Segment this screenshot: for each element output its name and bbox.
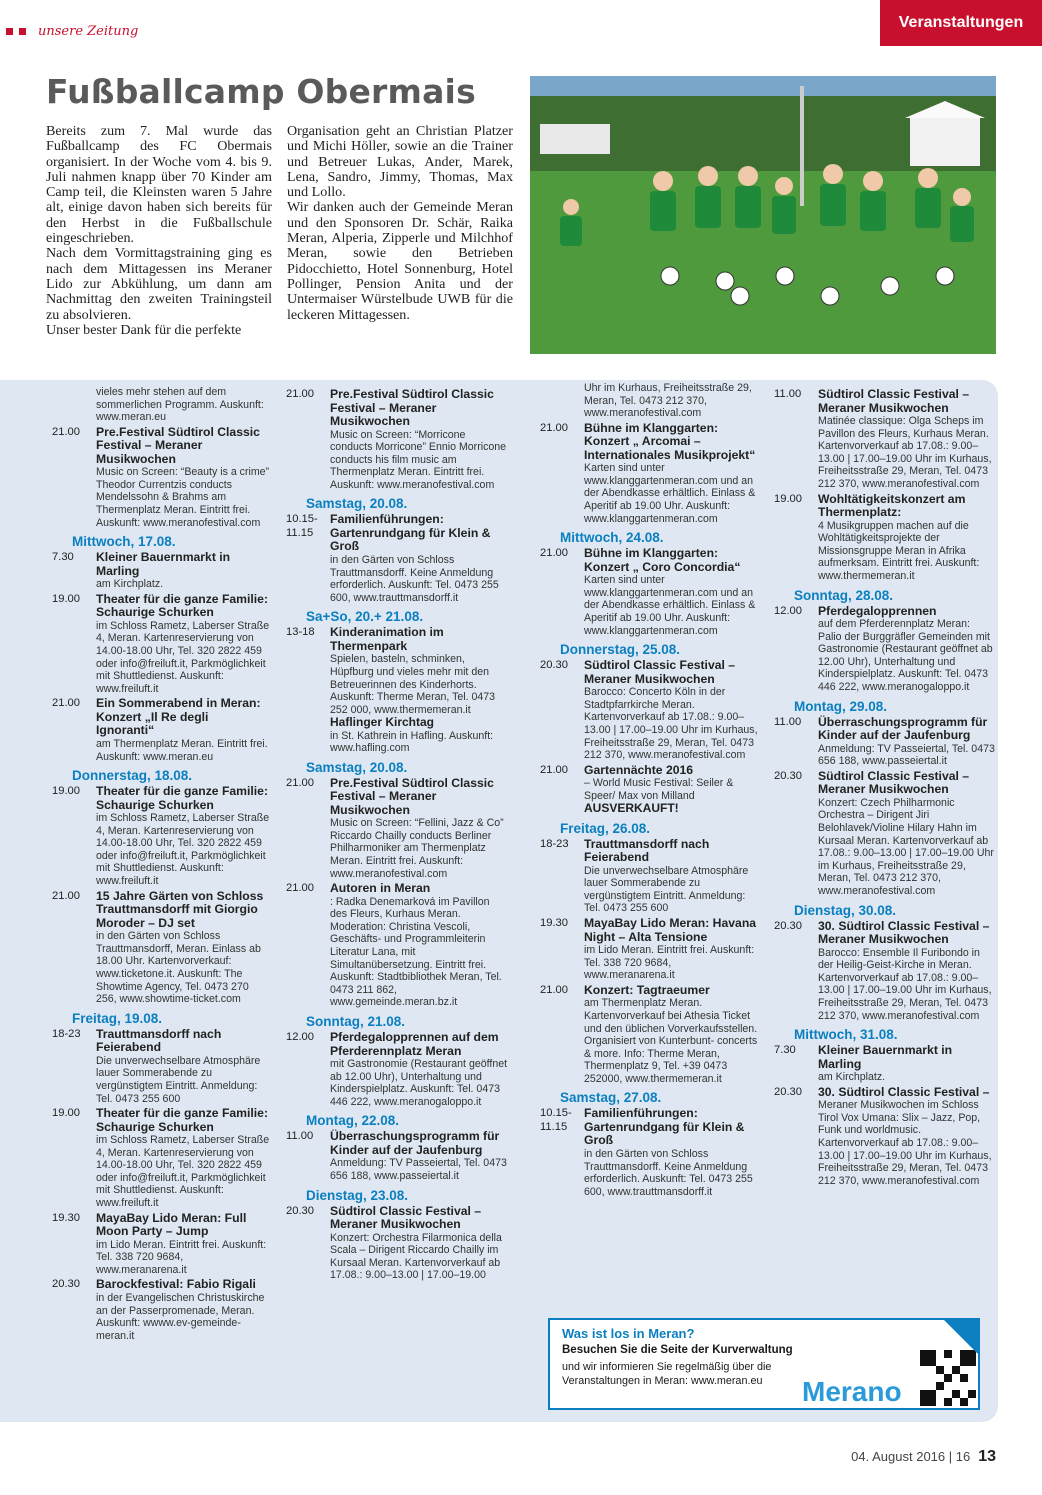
article-column-2 <box>287 124 513 323</box>
event-entry <box>50 1278 270 1342</box>
day-heading: Donnerstag, 18.08. <box>72 768 193 784</box>
event-time: 21.00 <box>540 763 568 776</box>
event-title: Familienführungen: Gartenrundgang für Klein & Groß <box>330 512 491 554</box>
article-paragraph: Wir danken auch der Gemeinde Meran und den Sponsoren Dr. Schär, Raika Meran, Alperia, Zipperle und Milchhof Meran, sowie den Betrieben Pidocchietto, Hotel Sonnenburg, Hotel Pollinger, Pension Anita und der Untermaiser Würstelbude UWB für die leckeren Mittagessen. <box>287 199 513 323</box>
event-title: Südtirol Classic Festival – Meraner Musikwochen <box>818 387 970 415</box>
event-description: Barocco: Ensemble Il Furibondo in der Heilig-Geist-Kirche in Meran. Kartenvorverkauf ab 17.08.: 9.00–13.00 | 17.00–19.00 Uhr im Kurhaus, Freiheitsstraße 29, Meran, Tel. 0473 212 370, www.meranofestival.com <box>818 946 992 1022</box>
event-description: Music on Screen: “Beauty is a crime” Theodor Currentzis conducts Mendelssohn & Brahms am Thermenplatz Meran. Eintritt frei. Auskunft: www.meranofestival.com <box>96 466 270 529</box>
event-description: in den Gärten von Schloss Trauttmansdorff. Keine Anmeldung erforderlich. Auskunft: Tel. 0473 255 600, www.trauttmansdorff.it <box>584 1147 753 1198</box>
event-description: in den Gärten von Schloss Trauttmansdorff, Meran. Einlass ab 18.00 Uhr. Kartenvorverkauf: www.ticketone.it. Auskunft: The Showtime Agency, Tel. 0473 270 256, www.showtime-ticket.com <box>96 930 261 1006</box>
event-time: 21.00 <box>540 421 568 434</box>
event-title: Überraschungsprogramm für Kinder auf der Jaufenburg <box>818 714 988 743</box>
photo-illustration <box>530 76 996 354</box>
event-details <box>96 593 270 696</box>
day-heading: Sa+So, 20.+ 21.08. <box>306 609 424 625</box>
event-time: 7.30 <box>52 551 74 564</box>
merano-logo: Merano <box>802 1376 902 1407</box>
event-time: 20.30 <box>286 1204 314 1217</box>
event-time: 12.00 <box>774 604 802 617</box>
event-entry <box>284 1205 508 1282</box>
event-entry <box>538 422 764 525</box>
event-time: 20.30 <box>774 769 802 782</box>
event-description: am Thermenplatz Meran. Kartenvorverkauf bei Athesia Ticket und den üblichen Vorverkaufsstellen. Organisiert von Kunterbunt- concerts & more. Info: Therme Meran, Thermenplatz 9, Tel. +39 0473 252000, www.thermemeran.it <box>584 997 758 1085</box>
event-description: am Kirchplatz. <box>818 1071 886 1084</box>
event-details <box>96 1278 270 1342</box>
day-heading: Montag, 29.08. <box>794 698 888 714</box>
event-entry <box>50 1107 270 1210</box>
event-calendar <box>0 380 998 1422</box>
section-tab: Veranstaltungen <box>880 0 1042 46</box>
event-description: – World Music Festival: Seiler & Speer/ Max von Milland <box>584 777 734 802</box>
article-paragraph: Unser bester Dank für die perfekte <box>46 321 242 338</box>
football-camp-photo <box>530 76 996 354</box>
event-details <box>330 513 508 604</box>
event-title: Pferdegalopprennen <box>818 603 937 618</box>
event-entry <box>284 882 508 1009</box>
event-title: Pre.Festival Südtirol Classic Festival – Meraner Musikwochen <box>330 775 494 817</box>
event-title: Südtirol Classic Festival – Meraner Musikwochen <box>330 1203 482 1232</box>
event-description: am Thermenplatz Meran. Eintritt frei. Auskunft: www.meran.eu <box>96 737 268 763</box>
event-time: 20.30 <box>774 919 802 932</box>
brand-square-icon <box>6 28 13 35</box>
event-details <box>96 697 270 763</box>
event-entry <box>772 920 996 1023</box>
event-title: Gartennächte 2016 <box>584 762 694 777</box>
event-entry <box>538 764 764 816</box>
event-time <box>538 382 584 420</box>
event-description: vieles mehr stehen auf dem sommerlichen Programm. Auskunft: www.meran.eu <box>96 386 264 424</box>
event-time: 7.30 <box>774 1044 796 1057</box>
event-entry <box>538 382 764 420</box>
event-details <box>330 882 508 1009</box>
event-details <box>330 1130 508 1182</box>
event-entry <box>772 605 996 694</box>
event-details <box>584 659 764 762</box>
event-details <box>818 920 996 1023</box>
event-time: 19.00 <box>774 492 802 505</box>
event-details <box>96 426 270 529</box>
event-details <box>96 551 270 591</box>
event-title: Trauttmansdorff nach Feierabend <box>584 836 710 865</box>
masthead <box>0 18 138 44</box>
event-time: 11.00 <box>774 388 802 400</box>
event-title: Kinderanimation im Thermenpark <box>330 625 444 653</box>
event-description: Anmeldung: TV Passeiertal, Tel. 0473 656 188, www.passeiertal.it <box>818 742 995 768</box>
event-entry <box>284 388 508 491</box>
event-entry <box>50 890 270 1006</box>
event-description: im Schloss Rametz, Laberser Straße 4, Meran. Kartenreservierung von 14.00-18.00 Uhr, Tel. 320 2822 459 oder info@freiluft.it, Parkmöglichkeit mit Shuttledienst. Auskunft: www.freiluft.it <box>96 619 270 695</box>
event-entry <box>284 777 508 880</box>
event-entry <box>284 1130 508 1182</box>
event-title: Bühne im Klanggarten: Konzert „ Arcomai – Internationales Musikprojekt“ <box>584 420 756 462</box>
day-heading: Dienstag, 30.08. <box>794 902 897 918</box>
event-time: 19.00 <box>52 592 80 605</box>
event-title: Konzert: Tagtraeumer <box>584 982 710 997</box>
event-details <box>818 605 996 694</box>
event-title: Südtirol Classic Festival – Meraner Musikwochen <box>584 658 736 686</box>
event-time: 21.00 <box>286 388 314 400</box>
event-description: am Kirchplatz. <box>96 578 164 591</box>
calendar-column-3 <box>538 382 764 1200</box>
event-description: Uhr im Kurhaus, Freiheitsstraße 29, Meran, Tel. 0473 212 370, www.meranofestival.com <box>584 382 752 420</box>
event-entry <box>284 626 508 754</box>
day-heading: Mittwoch, 24.08. <box>560 530 664 546</box>
event-description: Barocco: Concerto Köln in der Stadtpfarrkirche Meran. Kartenvorverkauf ab 17.08.: 9.00–13.00 | 17.00–19.00 Uhr im Kurhaus, Freiheitsstraße 29, Meran, Tel. 0473 212 370, www.meranofestival.com <box>584 686 758 762</box>
event-details <box>818 493 996 583</box>
day-heading: Freitag, 19.08. <box>72 1010 163 1026</box>
event-entry <box>50 785 270 888</box>
event-description: im Lido Meran. Eintritt frei. Auskunft: Tel. 338 720 9684, www.meranarena.it <box>96 1238 267 1276</box>
event-time: 13-18 <box>286 626 315 639</box>
event-details <box>330 777 508 880</box>
event-title: Kleiner Bauernmarkt in Marling <box>818 1043 953 1071</box>
day-heading: Dienstag, 23.08. <box>306 1187 409 1203</box>
event-time <box>50 386 96 424</box>
event-description: Music on Screen: “Fellini, Jazz & Co” Riccardo Chailly conducts Berliner Philharmoniker am Thermenplatz Meran. Eintritt frei. Auskunft: www.meranofestival.com <box>330 817 504 880</box>
page-footer <box>851 1448 996 1466</box>
event-details <box>584 917 764 982</box>
article-paragraph: Bereits zum 7. Mal wurde das Fußballcamp des FC Obermais organisiert. In der Woche vom 4. bis 9. Juli nahmen knapp über 70 Kinder am Camp teil, die Kleinsten waren 5 Jahre alt, einige davon haben sich bereits für den Herbst in die Fußballschule eingeschrieben. <box>46 123 272 247</box>
event-entry <box>772 493 996 583</box>
event-title: Wohltätigkeitskonzert am Thermenplatz: <box>818 491 966 520</box>
event-time: 21.00 <box>540 983 568 996</box>
event-details <box>584 764 764 816</box>
event-details <box>96 1028 270 1105</box>
event-details <box>330 388 508 491</box>
event-time: 19.30 <box>52 1211 80 1224</box>
issue-date: 04. August 2016 | 16 <box>851 1449 971 1464</box>
event-entry <box>538 984 764 1086</box>
event-time: 20.30 <box>52 1278 80 1291</box>
brand-name: unsere Zeitung <box>38 23 139 39</box>
event-time: 10.15-11.15 <box>540 1107 572 1133</box>
day-heading: Mittwoch, 17.08. <box>72 534 176 550</box>
event-entry <box>538 838 764 915</box>
event-time: 12.00 <box>286 1031 314 1044</box>
event-entry <box>772 1044 996 1084</box>
event-description: Karten sind unter www.klanggartenmeran.com und an der Abendkasse erhältlich. Einlass & Aperitif ab 19.00 Uhr. Auskunft: www.klanggartenmeran.com <box>584 462 756 525</box>
event-details <box>818 770 996 898</box>
day-heading: Mittwoch, 31.08. <box>794 1027 898 1043</box>
event-subtitle: Haflinger Kirchtag <box>330 715 435 730</box>
event-description: Die unverwechselbare Atmosphäre lauer Sommerabende zu vergünstigtem Eintritt. Anmeldung: Tel. 0473 255 600 <box>96 1054 261 1105</box>
event-title: Theater für die ganze Familie: Schaurige Schurken <box>96 1106 269 1134</box>
event-time: 20.30 <box>774 1085 802 1098</box>
event-entry <box>50 426 270 529</box>
event-details <box>96 890 270 1006</box>
brand-square-icon <box>19 28 26 35</box>
event-description: Anmeldung: TV Passeiertal, Tel. 0473 656 188, www.passeiertal.it <box>330 1157 507 1182</box>
sold-out-label: AUSVERKAUFT! <box>584 801 679 816</box>
event-time: 21.00 <box>52 425 80 438</box>
event-time: 19.00 <box>52 1107 80 1120</box>
event-description: im Schloss Rametz, Laberser Straße 4, Meran. Kartenreservierung von 14.00-18.00 Uhr, Tel. 320 2822 459 oder info@freiluft.it, Parkmöglichkeit mit Shuttledienst. Auskunft: www.freiluft.it <box>96 812 270 888</box>
event-time: 20.30 <box>540 659 568 672</box>
day-heading: Donnerstag, 25.08. <box>560 642 681 658</box>
event-title: 30. Südtirol Classic Festival – Meraner Musikwochen <box>818 918 990 947</box>
event-description: im Lido Meran. Eintritt frei. Auskunft: Tel. 338 720 9684, www.meranarena.it <box>584 944 755 982</box>
event-title: Barockfestival: Fabio Rigali <box>96 1277 256 1292</box>
event-entry <box>538 659 764 762</box>
event-title: Kleiner Bauernmarkt in Marling <box>96 550 231 578</box>
day-heading: Samstag, 20.08. <box>306 496 408 512</box>
event-details <box>818 388 996 491</box>
event-entry <box>284 513 508 604</box>
event-details <box>96 1212 270 1277</box>
event-time: 11.00 <box>286 1130 314 1143</box>
corner-triangle-icon <box>944 1320 978 1354</box>
event-description: Die unverwechselbare Atmosphäre lauer Sommerabende zu vergünstigtem Eintritt. Anmeldung: Tel. 0473 255 600 <box>584 864 749 915</box>
event-details <box>96 1107 270 1210</box>
day-heading: Sonntag, 28.08. <box>794 587 894 603</box>
event-title: Pre.Festival Südtirol Classic Festival – Meraner Musikwochen <box>96 424 260 466</box>
event-time: 21.00 <box>52 697 80 710</box>
event-description: in den Gärten von Schloss Trauttmansdorff. Keine Anmeldung erforderlich. Auskunft: Tel. 0473 255 600, www.trauttmansdorff.it <box>330 553 499 604</box>
article-paragraph: Organisation geht an Christian Platzer und Michi Höller, sowie an die Trainer und Betreuer Lukas, Ander, Marek, Lena, Sandro, Jimmy, Thomas, Max und Lollo. <box>287 123 513 201</box>
kurverwaltung-info-box <box>548 1318 980 1410</box>
info-box-text: und wir informieren Sie regelmäßig über die Veranstaltungen in Meran: www.meran.eu <box>562 1361 772 1387</box>
event-entry <box>538 917 764 982</box>
event-time: 21.00 <box>286 776 314 789</box>
event-time: 21.00 <box>286 882 314 895</box>
info-box-title: Was ist los in Meran? <box>562 1326 695 1341</box>
event-details <box>330 1205 508 1282</box>
event-time: 11.00 <box>774 715 802 728</box>
event-time: 19.00 <box>52 785 80 798</box>
event-title: Trauttmansdorff nach Feierabend <box>96 1026 222 1055</box>
event-title: Pferdegalopprennen auf dem Pferderennplatz Meran <box>330 1030 499 1058</box>
event-details <box>584 1107 764 1198</box>
event-entry <box>50 1212 270 1277</box>
event-entry <box>50 551 270 591</box>
event-time: 10.15-11.15 <box>286 513 318 539</box>
article-title: Fußballcamp Obermais <box>46 72 476 111</box>
calendar-column-4 <box>772 388 996 1189</box>
day-heading: Samstag, 20.08. <box>306 759 408 775</box>
event-time: 18-23 <box>52 1027 81 1040</box>
event-entry <box>50 697 270 763</box>
event-entry <box>772 770 996 898</box>
event-details <box>584 547 764 637</box>
day-heading: Sonntag, 21.08. <box>306 1014 406 1030</box>
event-details <box>818 1044 996 1084</box>
day-heading: Montag, 22.08. <box>306 1113 400 1129</box>
event-time: 21.00 <box>540 547 568 560</box>
event-entry <box>50 1028 270 1105</box>
event-title: Theater für die ganze Familie: Schaurige Schurken <box>96 784 269 812</box>
event-title: MayaBay Lido Meran: Full Moon Party – Jump <box>96 1210 247 1239</box>
event-description: Konzert: Orchestra Filarmonica della Scala – Dirigent Riccardo Chailly im Kursaal Meran. Kartenvorverkauf ab 17.08.: 9.00–13.00 | 17.00–19.00 <box>330 1231 502 1282</box>
event-time: 18-23 <box>540 837 569 850</box>
event-description: Karten sind unter www.klanggartenmeran.com und an der Abendkasse erhältlich. Einlass & Aperitif ab 19.00 Uhr. Auskunft: www.klanggartenmeran.com <box>584 574 756 637</box>
event-details <box>96 386 270 424</box>
event-time: 19.30 <box>540 917 568 930</box>
event-description: Spielen, basteln, schminken, Hüpfburg und vieles mehr mit den Betreuerinnen des Kinderhorts. Auskunft: Therme Meran, Tel. 0473 252 000, www.thermemeran.it <box>330 653 496 716</box>
event-description: in der Evangelischen Christuskirche an der Passerpromenade, Meran. Auskunft: wwww.ev-gemeinde-meran.it <box>96 1291 265 1342</box>
page-number: 13 <box>978 1448 996 1465</box>
event-details <box>584 422 764 525</box>
event-description: : Radka Denemarková im Pavillon des Fleurs, Kurhaus Meran. Moderation: Christina Vescoli, Geschäfts- und Programmleiterin Literatur Lana, mit Simultanübersetzung. Eintritt frei. Auskunft: Stadtbibliothek Meran, Tel. 0473 211 862, www.gemeinde.meran.bz.it <box>330 895 502 1009</box>
event-title: Autoren in Meran <box>330 881 431 896</box>
event-details <box>584 984 764 1086</box>
event-details <box>584 838 764 915</box>
event-description: Matinée classique: Olga Scheps im Pavillon des Fleurs, Kurhaus Meran. Kartenvorverkauf ab 17.08.: 9.00–13.00 | 17.00–19.00 Uhr im Kurhaus, Freiheitsstraße 29, Meran, Tel. 0473 212 370, www.meranofestival.com <box>818 415 992 490</box>
event-details <box>330 1031 508 1108</box>
calendar-column-2 <box>284 388 508 1284</box>
day-heading: Samstag, 27.08. <box>560 1090 662 1106</box>
calendar-column-1 <box>50 386 270 1344</box>
event-title: 15 Jahre Gärten von Schloss Trauttmansdorff mit Giorgio Moroder – DJ set <box>96 888 264 930</box>
event-entry <box>50 386 270 424</box>
article-paragraph: Nach dem Vormittagstraining ging es nach dem Mittagessen ins Meraner Lido zur Abkühlung, um dann am Nachmittag den zweiten Trainingsteil zu absolvieren. <box>46 245 272 323</box>
event-description: 4 Musikgruppen machen auf die Wohltätigkeitsprojekte der Missionsgruppe Meran in Afrika aufmerksam. Eintritt frei. Auskunft: www.thermemeran.it <box>818 519 980 582</box>
event-title: Theater für die ganze Familie: Schaurige Schurken <box>96 591 269 620</box>
event-details <box>584 382 764 420</box>
event-title: 30. Südtirol Classic Festival – <box>818 1084 990 1099</box>
event-entry <box>538 1107 764 1198</box>
event-details <box>330 626 508 754</box>
event-entry <box>772 1086 996 1188</box>
event-entry <box>772 716 996 768</box>
article-column-1 <box>46 124 272 338</box>
event-details <box>818 716 996 768</box>
event-entry <box>50 593 270 696</box>
event-entry <box>284 1031 508 1108</box>
event-title: Pre.Festival Südtirol Classic Festival – Meraner Musikwochen <box>330 387 494 428</box>
event-time: 21.00 <box>52 889 80 902</box>
event-title: Südtirol Classic Festival – Meraner Musikwochen <box>818 768 970 797</box>
event-description: Meraner Musikwochen im Schloss Tirol Vox Umana: Slix – Jazz, Pop, Funk und worldmusic. Kartenvorverkauf ab 17.08.: 9.00–13.00 | 17.00–19.00 Uhr im Kurhaus, Freiheitsstraße 29, Meran, Tel. 0473 212 370, www.meranofestival.com <box>818 1099 992 1187</box>
event-entry <box>772 388 996 491</box>
event-details <box>818 1086 996 1188</box>
qr-code-icon[interactable] <box>920 1350 976 1406</box>
event-description: auf dem Pferderennplatz Meran: Palio der Burggräfler Gemeinden mit Gastronomie (Restaurant geöffnet ab 12.00 Uhr), Unterhaltung und Kinderspielplatz. Auskunft: Tel. 0473 446 222, www.meranogaloppo.it <box>818 618 993 693</box>
event-title: Familienführungen: Gartenrundgang für Klein & Groß <box>584 1106 745 1148</box>
event-description: im Schloss Rametz, Laberser Straße 4, Meran. Kartenreservierung von 14.00-18.00 Uhr, Tel. 320 2822 459 oder info@freiluft.it, Parkmöglichkeit mit Shuttledienst. Auskunft: www.freiluft.it <box>96 1134 270 1210</box>
event-title: Ein Sommerabend in Meran: Konzert „Il Re degli Ignoranti“ <box>96 696 261 738</box>
event-description: mit Gastronomie (Restaurant geöffnet ab 12.00 Uhr), Unterhaltung und Kinderspielplatz. Auskunft: Tel. 0473 446 222, www.meranogaloppo.it <box>330 1058 508 1108</box>
event-title: MayaBay Lido Meran: Havana Night – Alta Tensione <box>584 916 757 944</box>
event-title: Überraschungsprogramm für Kinder auf der Jaufenburg <box>330 1129 500 1157</box>
event-details <box>96 785 270 888</box>
event-description: in St. Kathrein in Hafling. Auskunft: www.hafling.com <box>330 729 494 755</box>
event-entry <box>538 547 764 637</box>
event-description: Music on Screen: “Morricone conducts Morricone” Ennio Morricone conducts his film music am Thermenplatz Meran. Eintritt frei. Auskunft: www.meranofestival.com <box>330 428 507 491</box>
info-box-subtitle: Besuchen Sie die Seite der Kurverwaltung <box>562 1344 793 1356</box>
event-title: Bühne im Klanggarten: Konzert „ Coro Concordia“ <box>584 546 741 574</box>
day-heading: Freitag, 26.08. <box>560 820 651 836</box>
event-description: Konzert: Czech Philharmonic Orchestra – Dirigent Jiri Belohlavek/Violine Hilary Hahn im Kursaal Meran. Kartenvorverkauf ab 17.08.: 9.00–13.00 | 17.00–19.00 Uhr im Kurhaus, Freiheitsstraße 29, Meran, Tel. 0473 212 370, www.meranofestival.com <box>818 796 994 897</box>
